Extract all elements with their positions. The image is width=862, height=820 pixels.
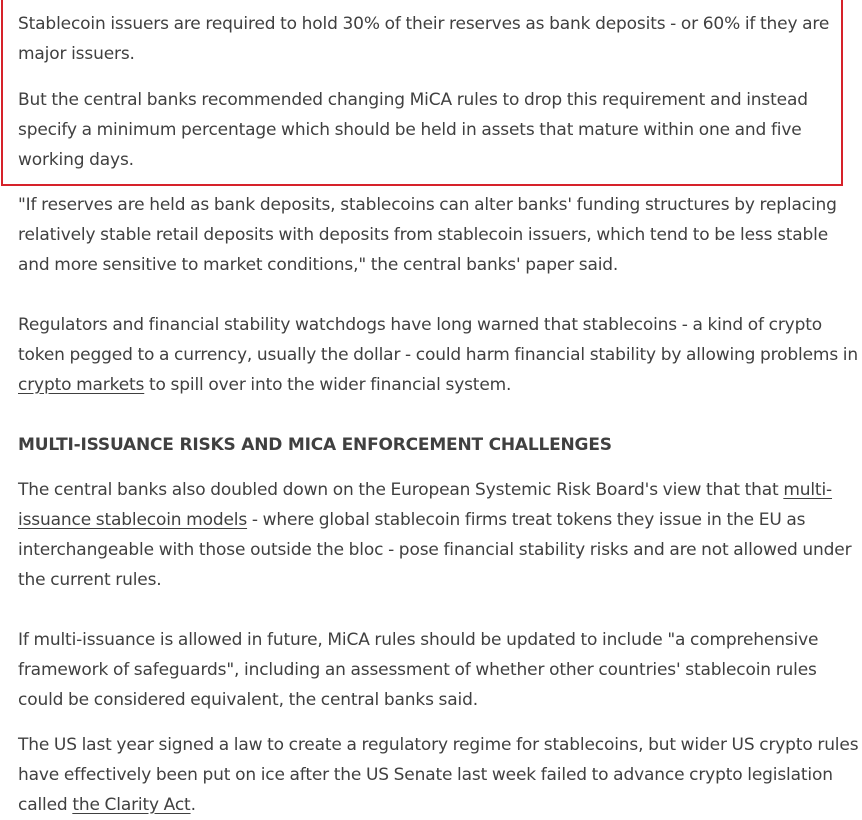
- paragraph-reserve-requirement: Stablecoin issuers are required to hold 30% of their reserves as bank deposits - or 60% if they are major issuers.: [18, 14, 830, 64]
- paragraph-central-banks-quote: "If reserves are held as bank deposits, stablecoins can alter banks' funding structures by replacing relatively stable retail deposits with deposits from stablecoin issuers, which tend to be less stable and more sensitive to market conditions," the central banks' paper said.: [18, 195, 837, 275]
- multi-issuance-link[interactable]: multi-issuance stablecoin models: [18, 480, 833, 530]
- paragraph-safeguards: If multi-issuance is allowed in future, MiCA rules should be updated to include "a comprehensive framework of safeguards", including an assessment of whether other countries' stablecoin rules could be considered equivalent, the central banks said.: [18, 630, 819, 710]
- crypto-markets-link[interactable]: crypto markets: [18, 375, 145, 395]
- clarity-act-link[interactable]: the Clarity Act: [72, 795, 191, 815]
- paragraph-us-regime: [18, 730, 862, 820]
- paragraph-text: .: [190, 795, 196, 815]
- paragraph-mica-recommendation: But the central banks recommended changing MiCA rules to drop this requirement and instead specify a minimum percentage which should be held in assets that mature within one and five working days.: [18, 90, 808, 170]
- paragraph-text: The central banks also doubled down on the European Systemic Risk Board's view that that: [18, 480, 784, 500]
- paragraph-text: Regulators and financial stability watchdogs have long warned that stablecoins - a kind of crypto token pegged to a currency, usually the dollar - could harm financial stability by allowing problems in: [18, 315, 858, 365]
- paragraph-text: to spill over into the wider financial system.: [144, 375, 512, 395]
- paragraph-text: - where global stablecoin firms treat tokens they issue in the EU as interchangeable with those outside the bloc - pose financial stability risks and are not allowed under the current rules.: [18, 510, 852, 590]
- paragraph-multi-issuance: [18, 475, 862, 595]
- section-heading: MULTI-ISSUANCE RISKS AND MICA ENFORCEMENT CHALLENGES: [18, 435, 612, 455]
- paragraph-text: The US last year signed a law to create a regulatory regime for stablecoins, but wider US crypto rules have effectively been put on ice after the US Senate last week failed to advance crypto legislation called: [18, 735, 859, 815]
- paragraph-regulators-warning: [18, 310, 862, 400]
